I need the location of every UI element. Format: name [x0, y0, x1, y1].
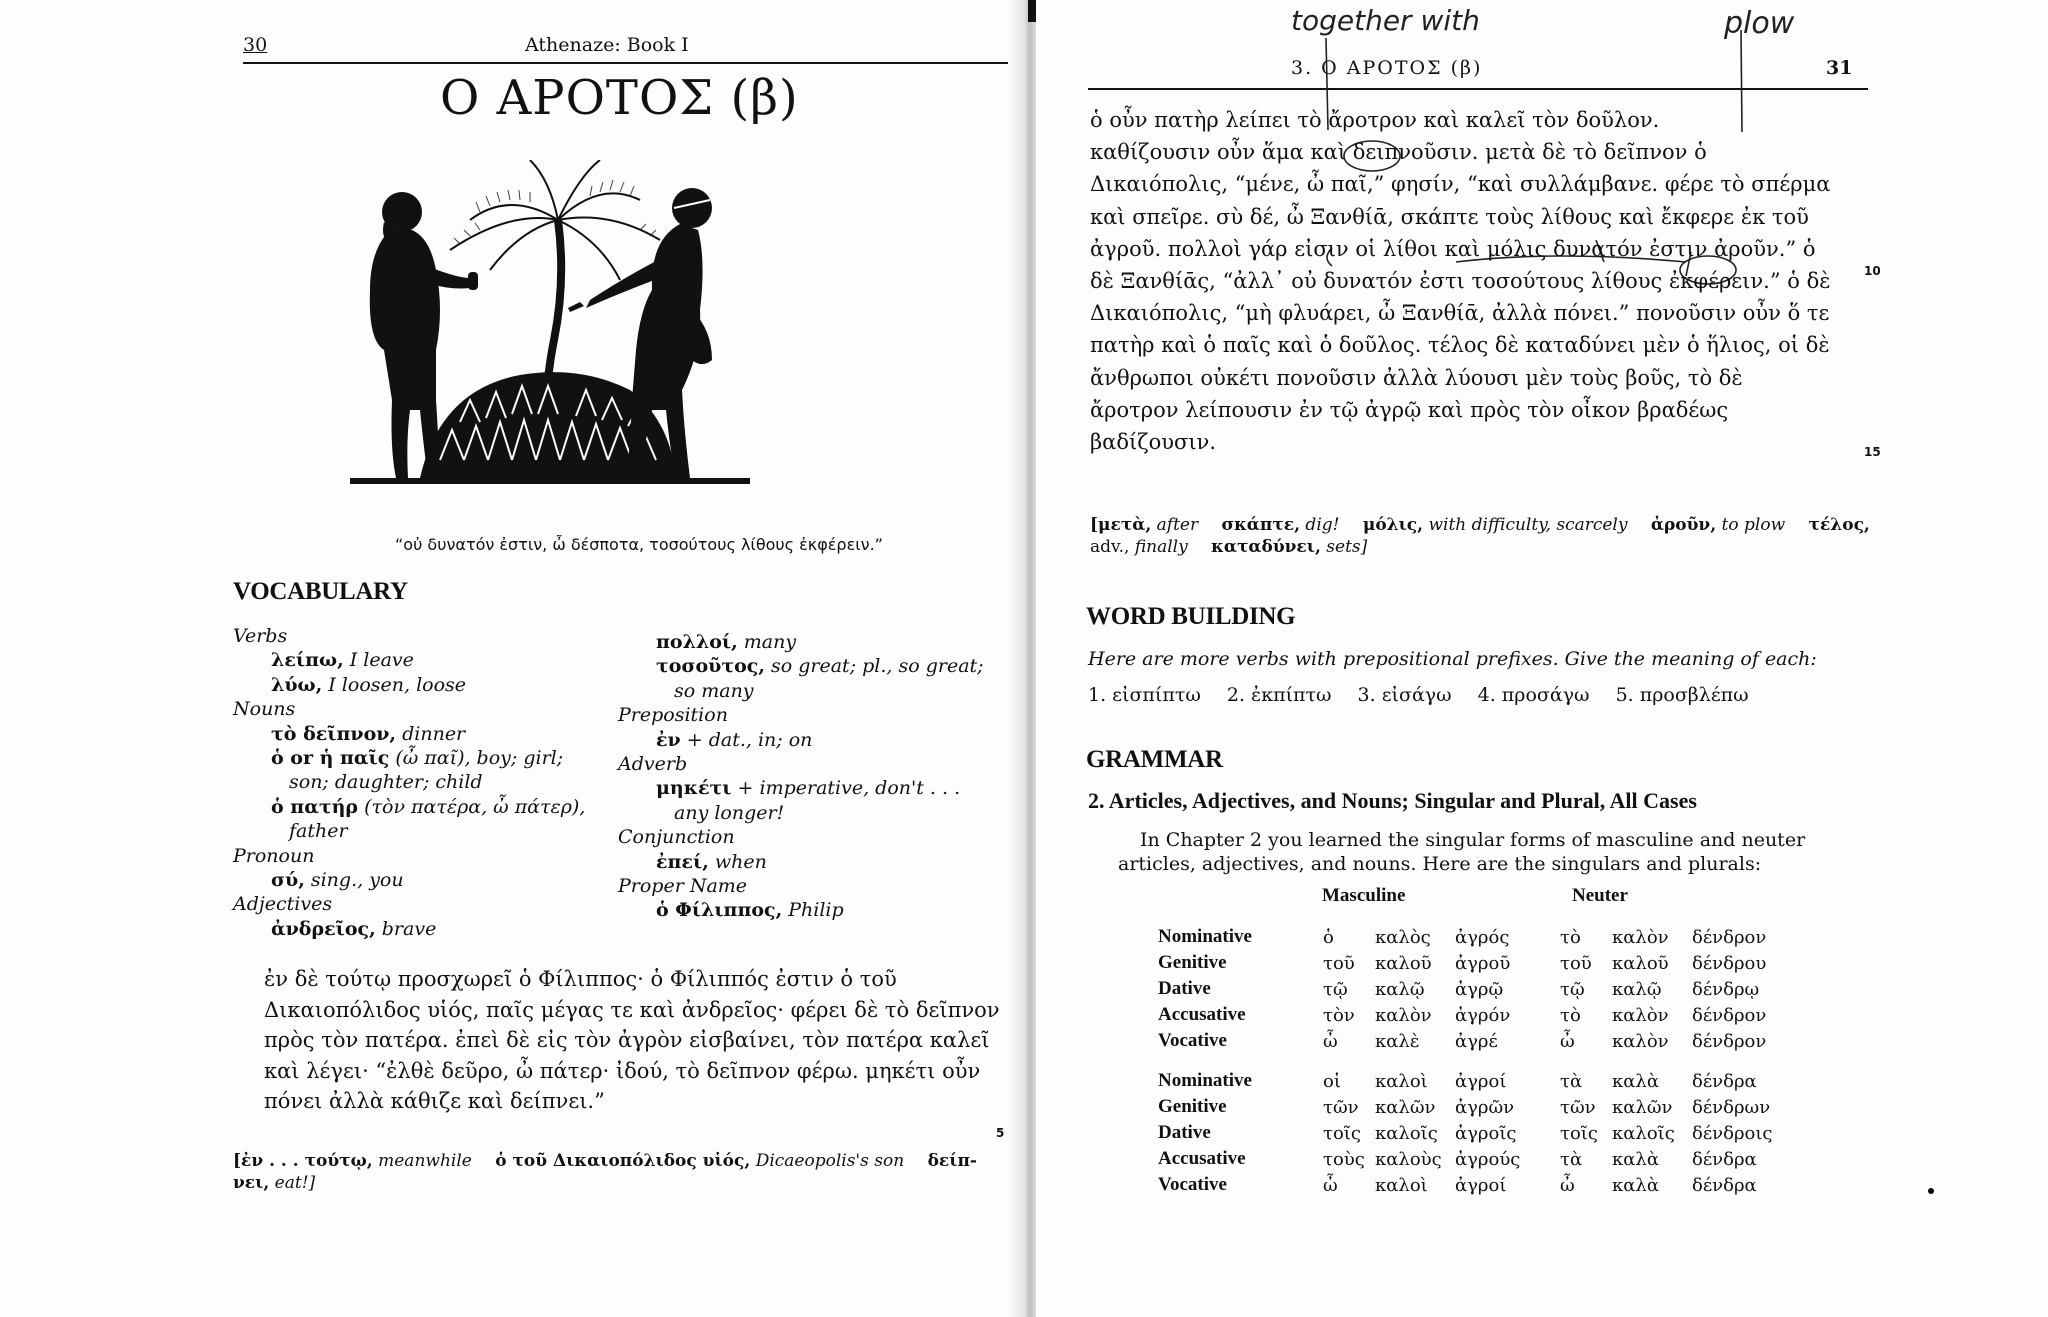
gloss-greek: [μετὰ,	[1090, 515, 1152, 535]
vocab-english: + imperative, don't . . .	[731, 777, 961, 800]
vocab-category: Pronoun	[233, 844, 315, 867]
table-head-neuter: Neuter	[1572, 885, 1628, 906]
vocab-english: (ὦ παῖ), boy; girl;	[389, 747, 564, 770]
vocab-greek: λείπω,	[271, 649, 344, 672]
line-number: 10	[1864, 264, 1881, 278]
declension-form: καλὰ	[1612, 1174, 1659, 1196]
declension-form: τῷ	[1323, 978, 1348, 1000]
vocab-entry	[233, 868, 585, 892]
declension-row	[1158, 950, 1797, 976]
word-building-item: 3. εἰσάγω	[1357, 684, 1452, 706]
vocab-category: Nouns	[233, 698, 296, 721]
declension-form: τοῖς	[1560, 1122, 1598, 1144]
left-page	[0, 0, 1020, 1317]
declension-form: τοῖς	[1323, 1122, 1361, 1144]
declension-form: τὰ	[1560, 1148, 1583, 1170]
declension-form: ὦ	[1560, 1174, 1575, 1196]
declension-form: καλὸν	[1375, 1004, 1432, 1026]
declension-row	[1158, 924, 1797, 950]
gloss-line	[1090, 536, 1870, 558]
case-label: Vocative	[1158, 1174, 1227, 1195]
declension-form: καλοὺς	[1375, 1148, 1442, 1170]
vocab-entry	[618, 776, 984, 800]
declension-form: ἀγροί	[1455, 1174, 1507, 1196]
line-number: 15	[1864, 445, 1881, 459]
declension-form: τὰ	[1560, 1070, 1583, 1092]
vocab-greek: ὁ or ἡ παῖς	[271, 747, 390, 770]
vocab-column-right	[618, 630, 984, 923]
declension-form: καλὰ	[1612, 1148, 1659, 1170]
gloss-english: meanwhile	[372, 1151, 472, 1171]
vocab-entry	[618, 898, 984, 922]
word-building-item: 2. ἐκπίπτω	[1226, 684, 1332, 706]
declension-form: καλῷ	[1612, 978, 1662, 1000]
reading-passage-left	[264, 964, 1000, 1117]
gloss-greek: ὁ τοῦ Δικαιοπόλιδος υἱός,	[495, 1151, 751, 1171]
gloss-greek: τέλος,	[1808, 515, 1870, 535]
vocab-greek: τοσοῦτος,	[656, 655, 765, 678]
case-label: Nominative	[1158, 926, 1252, 947]
declension-row	[1158, 1068, 1797, 1094]
gloss-greek: [ἐν . . . τούτῳ,	[233, 1151, 373, 1171]
reading-line: Δικαιόπολις, “μὴ φλυάρει, ὦ Ξανθίᾱ, ἀλλὰ πόνει.” πονοῦσιν οὖν ὅ τε	[1090, 301, 1830, 326]
gloss-english: sets]	[1320, 537, 1368, 557]
gloss-english: eat!]	[269, 1173, 316, 1193]
word-building-item: 5. προσβλέπω	[1615, 684, 1749, 706]
word-building-item: 1. εἰσπίπτω	[1088, 684, 1201, 706]
declension-form: οἱ	[1323, 1070, 1341, 1092]
reading-line: καὶ λέγει· “ἐλθὲ δεῦρο, ὦ πάτερ· ἰδού, τὸ δεῖπνον φέρω. μηκέτι οὖν	[264, 1058, 981, 1083]
reading-line: καθίζουσιν οὖν ἅμα καὶ δειπνοῦσιν. μετὰ δὲ τὸ δεῖπνον ὁ	[1090, 140, 1707, 165]
declension-form: ἀγρούς	[1455, 1148, 1521, 1170]
declension-form: ἀγρῷ	[1455, 978, 1504, 1000]
reading-line: δὲ Ξανθίᾱς, “ἀλλ᾽ οὐ δυνατόν ἐστι τοσούτους λίθους ἐκφέρειν.” ὁ δὲ	[1090, 269, 1831, 294]
declension-row	[1158, 1094, 1797, 1120]
declension-form: ὦ	[1323, 1030, 1338, 1052]
gloss-note-right	[1090, 514, 1870, 558]
vocab-column-left	[233, 624, 585, 941]
declension-form: ὦ	[1560, 1030, 1575, 1052]
declension-row	[1158, 1146, 1797, 1172]
vocab-english: when	[708, 850, 767, 873]
reading-line: ἀγροῦ. πολλοὶ γάρ εἰσιν οἱ λίθοι καὶ μόλις δυνατόν ἐστιν ἀροῦν.” ὁ	[1090, 236, 1816, 261]
declension-form: καλοῖς	[1612, 1122, 1675, 1144]
declension-form: ὁ	[1323, 926, 1334, 948]
vocabulary-heading: VOCABULARY	[233, 578, 408, 605]
declension-form: καλῶν	[1612, 1096, 1673, 1118]
declension-form: καλοῖς	[1375, 1122, 1438, 1144]
case-label: Accusative	[1158, 1004, 1246, 1025]
declension-form: τῷ	[1560, 978, 1585, 1000]
vocab-english: brave	[375, 917, 437, 940]
vase-painting-illustration	[340, 160, 760, 510]
gloss-greek: μόλις,	[1362, 515, 1424, 535]
vocab-english: sing., you	[304, 869, 404, 892]
vocab-entry	[233, 648, 585, 672]
right-page	[1036, 0, 2048, 1317]
declension-form: καλῶν	[1375, 1096, 1436, 1118]
case-label: Vocative	[1158, 1030, 1227, 1051]
reading-line: πρὸς τὸν πατέρα. ἐπεὶ δὲ εἰς τὸν ἀγρὸν εἰσβαίνει, τὸν πατέρα καλεῖ	[264, 1028, 990, 1053]
handwritten-annotation: together with	[1291, 4, 1480, 37]
declension-form: τῶν	[1560, 1096, 1596, 1118]
vocab-greek: μηκέτι	[656, 777, 732, 800]
gloss-english: dig!	[1300, 515, 1340, 535]
vocab-row: son; daughter; child	[289, 771, 483, 794]
vocab-greek: τὸ δεῖπνον,	[271, 722, 397, 745]
declension-form: ἀγροῖς	[1455, 1122, 1517, 1144]
gloss-greek: σκάπτε,	[1221, 515, 1301, 535]
gloss-line	[233, 1172, 977, 1194]
grammar-paragraph	[1118, 828, 1805, 876]
word-building-instructions: Here are more verbs with prepositional prefixes. Give the meaning of each:	[1088, 648, 1817, 670]
gloss-english: finally	[1129, 537, 1188, 557]
word-building-item: 4. προσάγω	[1477, 684, 1590, 706]
gloss-greek: καταδύνει,	[1211, 537, 1321, 557]
case-label: Nominative	[1158, 1070, 1252, 1091]
vocab-entry	[618, 728, 984, 752]
gloss-note-left	[233, 1150, 977, 1194]
declension-row	[1158, 1002, 1797, 1028]
vocab-entry	[618, 850, 984, 874]
vocab-entry	[233, 722, 585, 746]
declension-form: καλοὶ	[1375, 1070, 1428, 1092]
gloss-greek: δείπ-	[927, 1151, 977, 1171]
left-header-rule	[243, 62, 1013, 64]
right-running-head: 3. Ο ΑΡΟΤΟΣ (β)	[1291, 57, 1483, 79]
declension-form: καλὲ	[1375, 1030, 1420, 1052]
declension-form: καλὰ	[1612, 1070, 1659, 1092]
vocab-greek: πολλοί,	[656, 631, 738, 653]
case-label: Accusative	[1158, 1148, 1246, 1169]
declension-form: καλὸν	[1612, 926, 1669, 948]
declension-form: δένδρον	[1692, 926, 1767, 948]
declension-form: δένδρον	[1692, 1030, 1767, 1052]
table-spacer	[1158, 1054, 1797, 1068]
vocab-greek: ὁ Φίλιππος,	[656, 899, 783, 922]
vocab-row: any longer!	[674, 801, 785, 824]
line-number: 5	[996, 1126, 1005, 1140]
case-label: Dative	[1158, 1122, 1211, 1143]
gloss-english: after	[1151, 515, 1199, 535]
declension-form: τὸ	[1560, 926, 1581, 948]
word-building-list	[1088, 684, 1775, 706]
vocab-greek: σύ,	[271, 869, 305, 892]
vocab-english: (τὸν πατέρα, ὦ πάτερ),	[358, 795, 586, 818]
vocab-entry	[233, 746, 585, 770]
declension-form: καλοῦ	[1612, 952, 1669, 974]
reading-line: Δικαιοπόλιδος υἱός, παῖς μέγας τε καὶ ἀνδρεῖος· φέρει δὲ τὸ δεῖπνον	[264, 997, 1000, 1022]
vocab-greek: ἐπεί,	[656, 850, 709, 873]
vocab-category: Adjectives	[233, 893, 333, 916]
gloss-line	[233, 1150, 977, 1172]
reading-line: καὶ σπεῖρε. σὺ δέ, ὦ Ξανθίᾱ, σκάπτε τοὺς λίθους καὶ ἔκφερε ἐκ τοῦ	[1090, 204, 1809, 229]
vocab-greek: ἐν	[656, 728, 681, 751]
vocab-greek: λύω,	[271, 673, 323, 696]
word-building-heading: WORD BUILDING	[1086, 603, 1296, 630]
gloss-greek: adv.,	[1090, 537, 1130, 557]
gloss-greek: νει,	[233, 1173, 270, 1193]
handwritten-annotation: plow	[1724, 6, 1795, 41]
declension-form: τοῦ	[1560, 952, 1592, 974]
declension-form: δένδρον	[1692, 1004, 1767, 1026]
declension-form: δένδρου	[1692, 952, 1767, 974]
vocab-category: Proper Name	[618, 875, 748, 898]
declension-form: καλὸς	[1375, 926, 1431, 948]
vocab-english: I loosen, loose	[322, 673, 467, 696]
declension-form: δένδρων	[1692, 1096, 1771, 1118]
vocab-greek: ὁ πατήρ	[271, 795, 359, 818]
declension-form: δένδρῳ	[1692, 978, 1760, 1000]
vocab-category: Preposition	[618, 704, 728, 727]
case-label: Genitive	[1158, 952, 1227, 973]
vocab-row: father	[289, 820, 348, 843]
reading-passage-right	[1090, 104, 1831, 458]
case-label: Dative	[1158, 978, 1211, 999]
gloss-english: with difficulty, scarcely	[1423, 515, 1628, 535]
vocab-entry	[618, 630, 984, 654]
declension-form: καλὸν	[1612, 1030, 1669, 1052]
declension-form: τῶν	[1323, 1096, 1359, 1118]
declension-form: ἀγροί	[1455, 1070, 1507, 1092]
vocab-english: dinner	[396, 722, 466, 745]
declension-form: καλῷ	[1375, 978, 1425, 1000]
declension-form: τοῦ	[1323, 952, 1355, 974]
declension-form: καλοῦ	[1375, 952, 1432, 974]
vocab-entry	[618, 654, 984, 678]
gloss-line	[1090, 514, 1870, 536]
grammar-subheading: 2. Articles, Adjectives, and Nouns; Singular and Plural, All Cases	[1088, 788, 1697, 813]
vocab-english: Philip	[782, 899, 844, 922]
declension-form: ἀγρῶν	[1455, 1096, 1515, 1118]
grammar-heading: GRAMMAR	[1086, 746, 1223, 773]
declension-form: τὸ	[1560, 1004, 1581, 1026]
declension-form: ὦ	[1323, 1174, 1338, 1196]
case-label: Genitive	[1158, 1096, 1227, 1117]
grammar-line: articles, adjectives, and nouns. Here are the singulars and plurals:	[1118, 853, 1762, 875]
table-head-masculine: Masculine	[1322, 885, 1406, 906]
declension-form: δένδρα	[1692, 1070, 1757, 1092]
reading-line: βαδίζουσιν.	[1090, 430, 1216, 455]
vocab-entry	[233, 917, 585, 941]
gloss-greek: ἀροῦν,	[1650, 515, 1717, 535]
illustration-caption: “οὐ δυνατόν ἐστιν, ὦ δέσποτα, τοσούτους λίθους ἐκφέρειν.”	[395, 535, 883, 554]
reading-line: πόνει ἀλλὰ κάθιζε καὶ δείπνει.”	[264, 1089, 605, 1114]
vocab-category: Adverb	[618, 753, 688, 776]
vocab-english: + dat., in; on	[680, 728, 813, 751]
declension-form: ἀγρός	[1455, 926, 1510, 948]
vocab-category: Conjunction	[618, 826, 735, 849]
declension-row	[1158, 976, 1797, 1002]
declension-form: τὸν	[1323, 1004, 1355, 1026]
declension-row	[1158, 1028, 1797, 1054]
declension-row	[1158, 1172, 1797, 1198]
declension-form: καλοὶ	[1375, 1174, 1428, 1196]
reading-line: ἐν δὲ τούτῳ προσχωρεῖ ὁ Φίλιππος· ὁ Φίλιππός ἐστιν ὁ τοῦ	[264, 967, 897, 991]
declension-form: ἀγρέ	[1455, 1030, 1498, 1052]
declension-form: καλὸν	[1612, 1004, 1669, 1026]
vocab-entry	[233, 673, 585, 697]
left-running-head: Athenaze: Book I	[525, 34, 689, 56]
vocab-category: Verbs	[233, 625, 288, 647]
declension-form: ἀγροῦ	[1455, 952, 1511, 974]
vocab-english: many	[737, 631, 797, 653]
reading-line: ἄνθρωποι οὐκέτι πονοῦσιν ἀλλὰ λύουσι μὲν τοὺς βοῦς, τὸ δὲ	[1090, 365, 1743, 390]
gloss-english: to plow	[1716, 515, 1786, 535]
gloss-english: Dicaeopolis's son	[750, 1151, 905, 1171]
grammar-line: In Chapter 2 you learned the singular forms of masculine and neuter	[1140, 829, 1806, 851]
declension-form: δένδρα	[1692, 1148, 1757, 1170]
chapter-title: Ο ΑΡΟΤΟΣ (β)	[440, 70, 799, 126]
reading-line: Δικαιόπολις, “μένε, ὦ παῖ,” φησίν, “καὶ συλλάμβανε. φέρε τὸ σπέρμα	[1090, 172, 1831, 197]
right-page-number: 31	[1826, 57, 1853, 79]
vocab-english: so great; pl., so great;	[764, 655, 984, 678]
declension-table	[1158, 924, 1797, 1198]
vocab-greek: ἀνδρεῖος,	[271, 917, 376, 940]
declension-form: ἀγρόν	[1455, 1004, 1511, 1026]
reading-line: ὁ οὖν πατὴρ λείπει τὸ ἄροτρον καὶ καλεῖ τὸν δοῦλον.	[1090, 108, 1660, 132]
declension-form: τοὺς	[1323, 1148, 1365, 1170]
reading-line: ἄροτρον λείπουσιν ἐν τῷ ἀγρῷ καὶ πρὸς τὸν οἶκον βραδέως	[1090, 397, 1729, 422]
reading-line: πατὴρ καὶ ὁ παῖς καὶ ὁ δοῦλος. τέλος δὲ καταδύνει μὲν ὁ ἥλιος, οἱ δὲ	[1090, 333, 1830, 358]
declension-form: δένδροις	[1692, 1122, 1773, 1144]
declension-row	[1158, 1120, 1797, 1146]
vocab-entry	[233, 795, 585, 819]
left-page-number: 30	[243, 34, 268, 56]
vocab-row: so many	[674, 679, 754, 702]
vocab-english: I leave	[343, 649, 414, 672]
declension-form: δένδρα	[1692, 1174, 1757, 1196]
